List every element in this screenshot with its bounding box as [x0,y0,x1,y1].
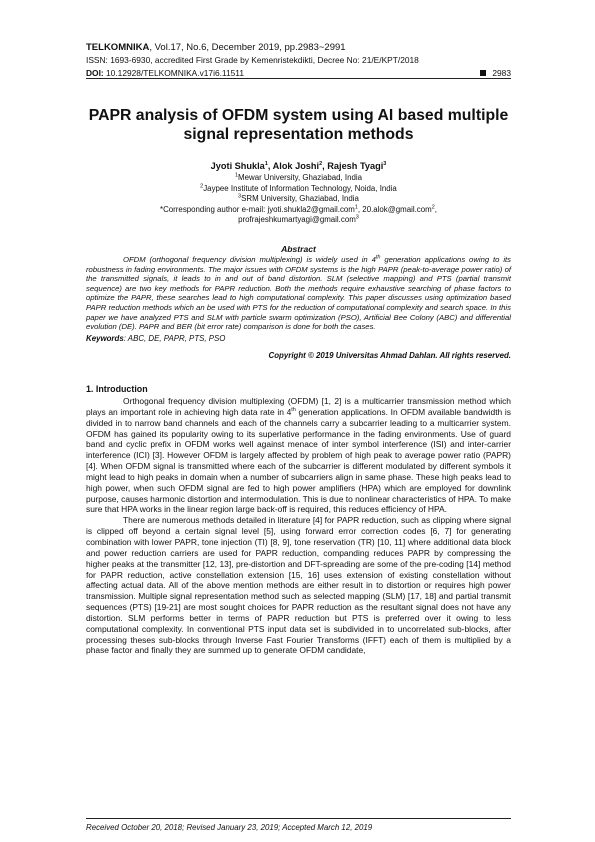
email-sep: , [434,204,437,214]
keywords-value: : ABC, DE, PAPR, PTS, PSO [123,334,226,343]
author-affil-mark: 2 [319,160,323,167]
author-affil-mark: 1 [264,160,268,167]
journal-name: TELKOMNIKA [86,42,150,53]
author-list: Jyoti Shukla$^1$, Alok Joshi$^2$, Rajesh Tyagi$^3$ [210,160,387,171]
author-affil-mark: 3 [383,160,387,167]
affil-mark: 2 [200,182,204,189]
black-square-icon [480,70,486,76]
corresponding-emails [86,205,511,216]
received-dates: Received October 20, 2018; Revised January 23, 2019; Accepted March 12, 2019 [86,823,373,832]
affil-mark: 3 [238,193,242,200]
author-name: Jyoti Shukla [210,161,265,171]
doi-value: 10.12928/TELKOMNIKA.v17i6.11511 [103,68,244,78]
email-mark: 3 [355,214,359,221]
paragraph-sup: th [291,407,296,414]
intro-body [86,396,511,656]
citation-details: , Vol.17, No.6, December 2019, pp.2983~2991 [149,42,346,53]
keywords [86,334,225,343]
affil-text: Mewar University, Ghaziabad, India [238,173,363,182]
abstract-heading: Abstract [281,244,316,254]
paper-title: PAPR analysis of OFDM system using AI based multiple signal representation methods [88,107,509,143]
email-text: , 20.alok@gmail.com [357,204,432,214]
author-name: Alok Joshi [272,161,320,171]
doi-line [86,68,244,78]
affiliation-2 [86,184,511,195]
issn-line: ISSN: 1693-6930, accredited First Grade by Kemenristekdikti, Decree No: 21/E/KPT/2018 [86,55,419,65]
email-text: profrajeshkumartyagi@gmail.com [238,215,356,224]
doi-label: DOI: [86,68,104,78]
affil-text: Jaypee Institute of Information Technology, Noida, India [203,183,397,193]
affiliation-3 [86,194,511,205]
page-number-block [480,68,511,78]
affil-text: SRM University, Ghaziabad, India [241,194,359,203]
email-mark: 1 [354,203,358,210]
keywords-label: Keywords [86,334,124,343]
journal-citation [86,42,346,53]
copyright-notice: Copyright © 2019 Universitas Ahmad Dahlan. All rights reserved. [268,351,511,360]
paragraph [86,396,511,515]
page-number: 2983 [492,68,511,78]
affil-mark: 1 [234,172,239,179]
paragraph: There are numerous methods detailed in literature [4] for PAPR reduction, such as clipping where signal is clipped off beyond a certain signal level [5], using forward error correction codes [6, 7] for generating combination with lower PAPR, tone injection (TI) [8, 9], tone reservation (TR) [10, 11] where additional data block and power reduction carriers are used for PAPR reduction, companding reduces PAPR by compressing the higher peaks at the transmitter [12, 13], pre-distortion and DFT-spreading are some of the pre-coding [14] method for PAPR reduction, active constellation extension [15, 16] uses extension of existing constellation without affecting actual data. All of the above mention methods are either result in to distortion or requires high power transmission. Multiple signal representation method such as selected mapping (SLM) [17, 18] and partial transmit sequences (PTS) [19-21] are most sought choices for PAPR reduction as the resultant signal does not have any distortion. SLM performs better in terms of PAPR reduction but PTS is preferred over it owing to less computational complexity. In conventional PTS input data set is subdivided in to uncorrelated sub-blocks, after processing theses sub-blocks through Inverse Fast Fourier Transforms (IFFT) each of them is multiplied by a phase factor and finally they are summed up to generate OFDM candidate, [86,515,511,656]
abstract-part: generation applications owing to its robustness in fading environments. The major issues with OFDM systems is the high PAPR (peak-to-average power ratio) of the transmitted signals, it leads to in and out of band distortion. SLM (selective mapping) and PTS (partial transmit sequence) are two key methods for PAPR reduction. Both the methods require exhaustive searching of phase factors to optimize the PAPR, these searches lead to high computational complexity. This paper discusses using optimization based PAPR reduction methods which an be used with PTS for the reduction of computational complexity and search space. In this paper we have analyzed PTS and SLM with particle swarm optimization (PSO), Artificial Bee Colony (ABC) and differential evolution (DE). PAPR and BER (bit error rate) comparison is done for both the cases. [86,255,512,332]
abstract-text [86,255,511,332]
corresponding-email-2 [86,215,511,226]
affiliation-1 [86,173,511,184]
paragraph-part: Orthogonal frequency division multiplexing (OFDM) [1, 2] is a multicarrier transmission method which plays an important role in achieving high data rate in 4 [86,396,511,417]
author-name: Rajesh Tyagi [327,161,384,171]
email-text: *Corresponding author e-mail: jyoti.shukla2@gmail.com [160,204,355,214]
email-mark: 2 [431,203,435,210]
abstract-sup: th [375,254,381,261]
abstract-part: OFDM (orthogonal frequency division multiplexing) is widely used in 4 [123,255,376,264]
footer-rule [86,818,511,819]
paragraph-part: generation applications. In OFDM available bandwidth is divided in to narrow band channels and each of the channels carry a subcarrier leading to a multicarrier system. OFDM has gained its popularity owing to its superlative performance in the fading environments. Use of guard band and cyclic prefix in OFDM works well against menace of inter symbol interference (ISI) and inter-carrier interference (ICI) [3]. However OFDM is largely affected by problem of high peak to average power ratio (PAPR) [4]. When OFDM signal is transmitted where each of the subcarrier is different modulated by different symbols it might lead to high peaks in domain when a number of subcarriers align in same phase. These high peaks lead to high power, when such OFDM signal are fed to high power amplifiers (HPA) which are employed for downlink purpose, causes harmonic distortion and intermodulation. This is due to nonlinear characteristics of HPA. To make sure that HPA works in the linear region large back-off is required, this reduces efficiency of HPA. [86,406,511,515]
section-heading: 1. Introduction [86,384,148,394]
header-rule [86,78,511,79]
